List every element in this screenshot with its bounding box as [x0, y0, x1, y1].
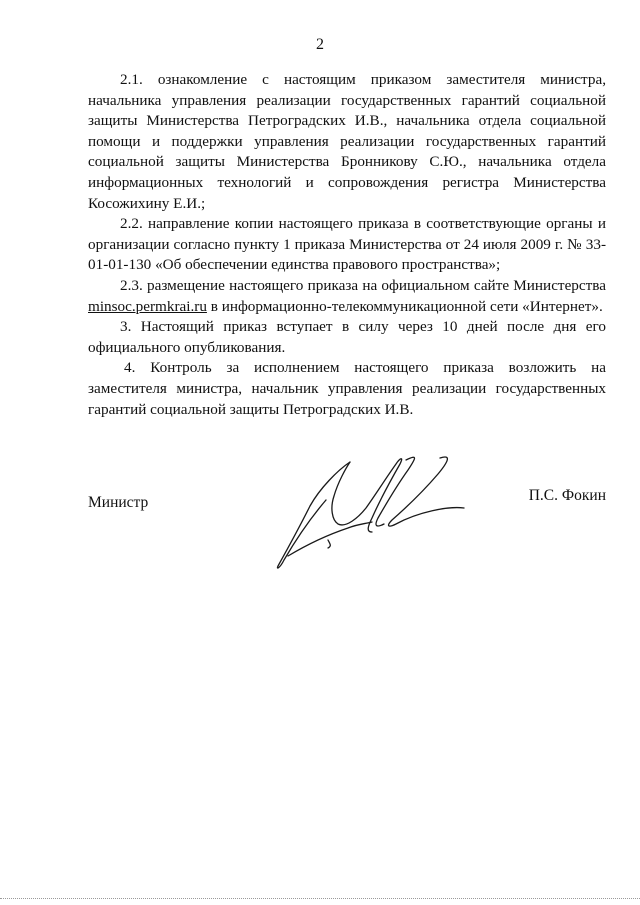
paragraph-3: 3. Настоящий приказ вступает в силу через 10 дней после дня его официального опубликования.: [88, 318, 606, 356]
signatory-name: П.С. Фокин: [528, 487, 606, 504]
paragraph-2-3: [88, 276, 606, 317]
signatory-title: Министр: [88, 494, 149, 511]
paragraph-2-3-text-start: 2.3. размещение настоящего приказа на официальном сайте Министерства: [120, 276, 606, 294]
paragraph-2-2: 2.2. направление копии настоящего приказа в соответствующие органы и организации согласно пункту 1 приказа Министерства от 24 июля 2009 г. № 33-01-01-130 «Об обеспечении единства правового пространства»;: [88, 215, 606, 274]
ministry-website-link[interactable]: minsoc.permkrai.ru: [88, 297, 207, 315]
paragraph-4: 4. Контроль за исполнением настоящего приказа возложить на заместителя министра, начальник управления реализации государственных гарантий социальной защиты Петроградских И.В.: [88, 359, 606, 418]
paragraph-2-1: 2.1. ознакомление с настоящим приказом заместителя министра, начальника управления реализации государственных гарантий социальной защиты Министерства Петроградских И.В., начальника отдела социальной помощи и поддержки управления реализации государственных гарантий социальной защиты Министерства Бронникову С.Ю., начальника отдела информационных технологий и сопровождения регистра Министерства Косожихину Е.И.;: [88, 71, 606, 212]
page-number: 2: [316, 36, 324, 53]
handwritten-signature: [268, 448, 468, 578]
scan-bottom-edge: [0, 898, 640, 899]
order-body: [88, 70, 606, 420]
paragraph-2-3-text-end: в информационно-телекоммуникационной сети «Интернет».: [206, 297, 603, 315]
